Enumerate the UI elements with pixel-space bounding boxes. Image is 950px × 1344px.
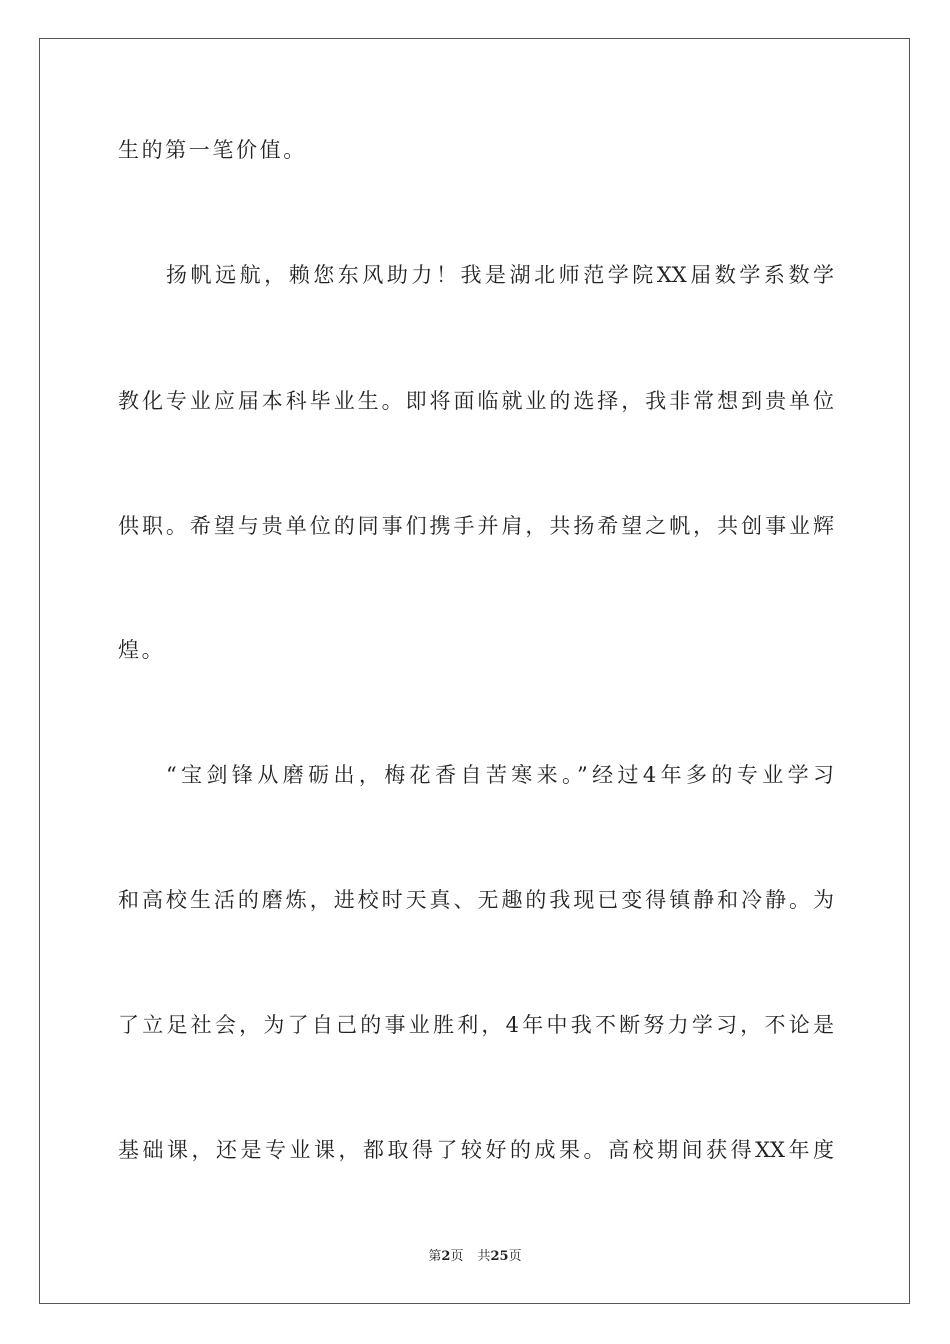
text-line-9: 基础课，还是专业课，都取得了较好的成果。高校期间获得XX年度 (118, 1138, 834, 1162)
total-pages: 25 (490, 1249, 509, 1264)
total-suffix: 页 (508, 1249, 522, 1264)
page-number: 2 (441, 1249, 451, 1264)
text-line-1: 生的第一笔价值。 (118, 138, 307, 162)
page-footer (0, 1248, 950, 1266)
text-line-4: 供职。希望与贵单位的同事们携手并肩，共扬希望之帆，共创事业辉 (118, 514, 834, 538)
page-frame (39, 38, 910, 1304)
text-line-2: 扬帆远航，赖您东风助力！我是湖北师范学院XX届数学系数学 (166, 263, 834, 287)
page-suffix: 页 (450, 1249, 464, 1264)
total-prefix: 共 (477, 1249, 491, 1264)
text-line-8: 了立足社会，为了自己的事业胜利，4年中我不断努力学习，不论是 (118, 1013, 834, 1037)
text-line-6: “宝剑锋从磨砺出，梅花香自苦寒来。”经过4年多的专业学习 (166, 763, 834, 787)
text-line-7: 和高校生活的磨炼，进校时天真、无趣的我现已变得镇静和冷静。为 (118, 888, 834, 912)
text-line-5: 煌。 (118, 638, 166, 662)
text-line-3: 教化专业应届本科毕业生。即将面临就业的选择，我非常想到贵单位 (118, 389, 834, 413)
page-prefix: 第 (428, 1249, 442, 1264)
